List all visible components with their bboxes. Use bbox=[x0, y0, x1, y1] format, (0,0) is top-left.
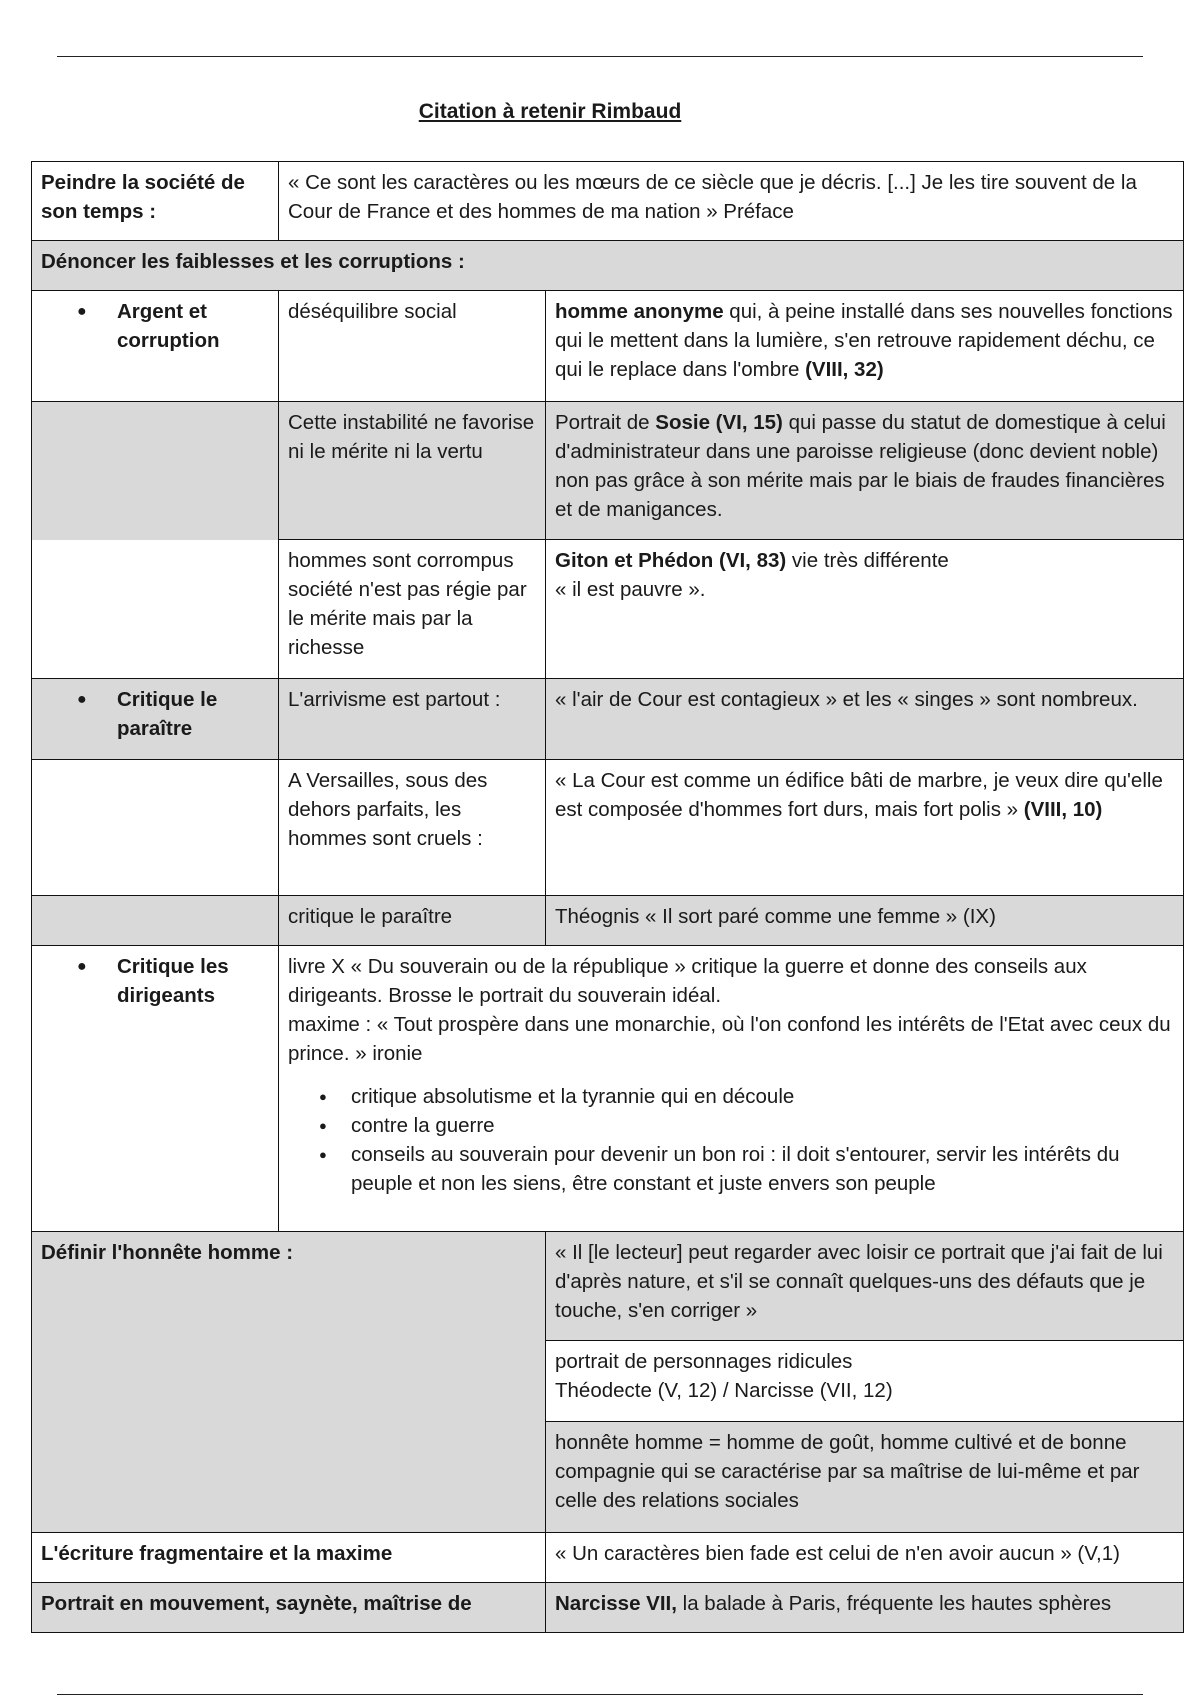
subtheme-cell: L'arrivisme est partout : bbox=[279, 679, 546, 760]
bullet-icon: ● bbox=[77, 958, 87, 975]
subtheme-cell: A Versailles, sous des dehors parfaits, les hommes sont cruels : bbox=[279, 760, 546, 896]
row-label: Peindre la société de son temps : bbox=[32, 162, 279, 241]
category-cell bbox=[32, 946, 279, 1232]
list-item: ● conseils au souverain pour devenir un bon roi : il doit s'entourer, servir les intérêts du peuple et non les siens, être constant et juste envers son peuple bbox=[351, 1140, 1174, 1198]
table-row bbox=[32, 540, 1184, 679]
bullet-icon: ● bbox=[77, 691, 87, 708]
row-quote: « Ce sont les caractères ou les mœurs de ce siècle que je décris. [...] Je les tire souvent de la Cour de France et des hommes de ma nation » Préface bbox=[279, 162, 1184, 241]
subtheme-cell: Cette instabilité ne favorise ni le mérite ni la vertu bbox=[279, 402, 546, 540]
table-row bbox=[32, 291, 1184, 402]
row-label: Portrait en mouvement, saynète, maîtrise de bbox=[32, 1583, 546, 1633]
list-item: ● critique absolutisme et la tyrannie qui en découle bbox=[351, 1082, 1174, 1111]
example-cell: portrait de personnages ridicules Théodecte (V, 12) / Narcisse (VII, 12) bbox=[546, 1341, 1184, 1422]
empty-cell bbox=[32, 540, 279, 679]
example-cell: « La Cour est comme un édifice bâti de marbre, je veux dire qu'elle est composée d'hommes fort durs, mais fort polis » (VIII, 10) bbox=[546, 760, 1184, 896]
table-row bbox=[32, 1583, 1184, 1633]
dirigeants-paragraph: livre X « Du souverain ou de la république » critique la guerre et donne des conseils aux dirigeants. Brosse le portrait du souverain idéal. bbox=[288, 955, 1087, 1007]
example-cell: homme anonyme qui, à peine installé dans ses nouvelles fonctions qui le mettent dans la lumière, s'en retrouve rapidement déchu, ce qui le replace dans l'ombre (VIII, 32) bbox=[546, 291, 1184, 402]
table-row bbox=[32, 946, 1184, 1232]
row-label: L'écriture fragmentaire et la maxime bbox=[32, 1533, 546, 1583]
example-cell: honnête homme = homme de goût, homme cultivé et de bonne compagnie qui se caractérise par sa maîtrise de lui-même et par celle des relations sociales bbox=[546, 1422, 1184, 1533]
table-row bbox=[32, 760, 1184, 896]
example-cell: Portrait de Sosie (VI, 15) qui passe du statut de domestique à celui d'administrateur dans une paroisse religieuse (donc devient noble) non pas grâce à son mérite mais par le biais de fraudes financières et de manigances. bbox=[546, 402, 1184, 540]
top-divider bbox=[57, 56, 1143, 57]
subtheme-cell: déséquilibre social bbox=[279, 291, 546, 402]
example-cell: « l'air de Cour est contagieux » et les « singes » sont nombreux. bbox=[546, 679, 1184, 760]
table-row bbox=[32, 402, 1184, 540]
empty-cell bbox=[32, 402, 279, 540]
subtheme-cell: critique le paraître bbox=[279, 896, 546, 946]
table-row bbox=[32, 1533, 1184, 1583]
category-label: Critique les dirigeants bbox=[117, 955, 229, 1007]
example-cell: Giton et Phédon (VI, 83) vie très différente « il est pauvre ». bbox=[546, 540, 1184, 679]
table-row bbox=[32, 162, 1184, 241]
dirigeants-content bbox=[279, 946, 1184, 1232]
subtheme-cell: hommes sont corrompus société n'est pas régie par le mérite mais par la richesse bbox=[279, 540, 546, 679]
category-label: Argent et corruption bbox=[117, 300, 220, 352]
dirigeants-list bbox=[288, 1082, 1174, 1198]
bullet-icon: ● bbox=[77, 303, 87, 320]
section-heading: Dénoncer les faiblesses et les corruptions : bbox=[32, 241, 1184, 291]
category-label: Critique le paraître bbox=[117, 688, 218, 740]
section-row bbox=[32, 241, 1184, 291]
example-cell: « Un caractères bien fade est celui de n'en avoir aucun » (V,1) bbox=[546, 1533, 1184, 1583]
category-cell bbox=[32, 679, 279, 760]
dirigeants-maxime: maxime : « Tout prospère dans une monarchie, où l'on confond les intérêts de l'Etat avec ceux du prince. » ironie bbox=[288, 1013, 1171, 1065]
page-title: Citation à retenir Rimbaud bbox=[418, 100, 682, 123]
empty-cell bbox=[32, 760, 279, 896]
category-cell bbox=[32, 291, 279, 402]
table-row bbox=[32, 679, 1184, 760]
table-row bbox=[32, 896, 1184, 946]
list-item: ● contre la guerre bbox=[351, 1111, 1174, 1140]
bottom-divider bbox=[57, 1694, 1143, 1695]
example-cell: Théognis « Il sort paré comme une femme » (IX) bbox=[546, 896, 1184, 946]
empty-cell bbox=[32, 896, 279, 946]
honnete-label: Définir l'honnête homme : bbox=[32, 1232, 546, 1533]
example-cell: « Il [le lecteur] peut regarder avec loisir ce portrait que j'ai fait de lui d'après nature, et s'il se connaît quelques-uns des défauts que je touche, s'en corriger » bbox=[546, 1232, 1184, 1341]
table-row bbox=[32, 1232, 1184, 1341]
citations-table bbox=[31, 161, 1184, 1633]
example-cell: Narcisse VII, la balade à Paris, fréquente les hautes sphères bbox=[546, 1583, 1184, 1633]
